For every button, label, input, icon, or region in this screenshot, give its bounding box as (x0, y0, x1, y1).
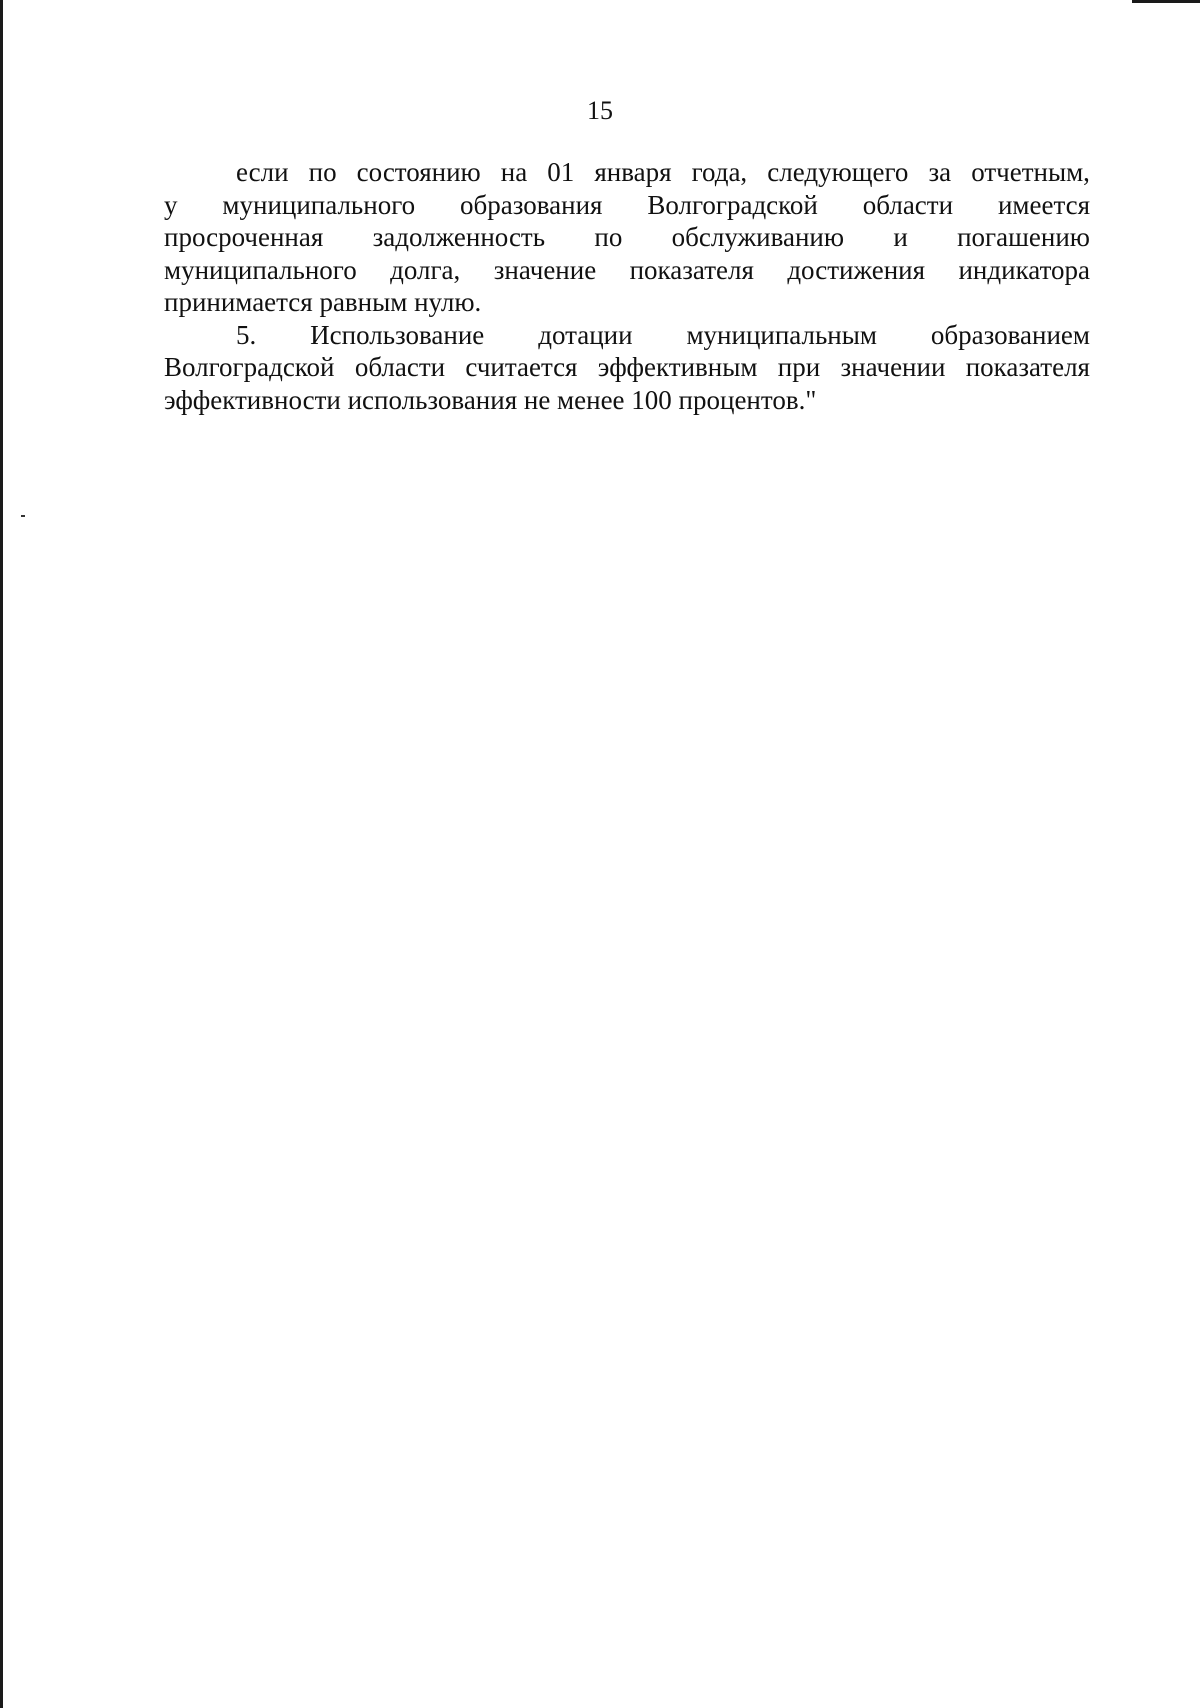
text-line (164, 254, 1090, 287)
word: состоянию (356, 157, 481, 187)
text-line-last: принимается равным нулю. (164, 287, 482, 317)
word: года, (691, 157, 748, 187)
word: 5. (236, 319, 257, 350)
text-line (164, 319, 1090, 352)
word: Волгоградской (647, 189, 818, 220)
word: погашению (957, 222, 1090, 252)
word: показателя (965, 352, 1090, 382)
word: просроченная (164, 222, 324, 252)
word: обслуживанию (671, 222, 845, 252)
scan-mark (21, 515, 25, 517)
word: индикатора (958, 254, 1090, 285)
text-line (164, 351, 1090, 384)
text-line (164, 189, 1090, 222)
text-line-last: эффективности использования не менее 100 процентов." (164, 384, 817, 415)
word: области (354, 352, 446, 382)
word: у (164, 189, 178, 220)
word: по (308, 157, 337, 187)
word: при (777, 352, 821, 382)
word: считается (465, 352, 578, 382)
word: области (862, 189, 954, 220)
word: образования (460, 189, 603, 220)
word: муниципальным (686, 319, 877, 350)
word: и (893, 222, 908, 252)
word: эффективным (597, 352, 758, 382)
word: имеется (997, 189, 1090, 220)
word: показателя (629, 254, 754, 285)
word: отчетным, (971, 157, 1090, 187)
word: января (594, 157, 672, 187)
word: следующего (767, 157, 909, 187)
scan-edge-left (0, 0, 3, 1708)
word: Использование (310, 319, 485, 350)
text-line (164, 221, 1090, 254)
word: 01 (547, 157, 575, 187)
word: образованием (930, 319, 1090, 350)
word: на (500, 157, 528, 187)
word: муниципального (164, 254, 357, 285)
word: по (594, 222, 623, 252)
word: Волгоградской (164, 352, 335, 382)
scan-edge-top-right (1132, 0, 1200, 3)
word: дотации (538, 319, 633, 350)
word: достижения (787, 254, 926, 285)
word: долга, (390, 254, 461, 285)
word: значении (840, 352, 946, 382)
paragraph (164, 156, 1090, 319)
word: если (236, 157, 289, 187)
text-line (164, 156, 1090, 189)
word: задолженность (372, 222, 546, 252)
word: за (928, 157, 952, 187)
document-body (164, 156, 1090, 416)
word: значение (493, 254, 597, 285)
paragraph (164, 319, 1090, 417)
word: муниципального (222, 189, 416, 220)
page-number: 15 (587, 96, 613, 125)
